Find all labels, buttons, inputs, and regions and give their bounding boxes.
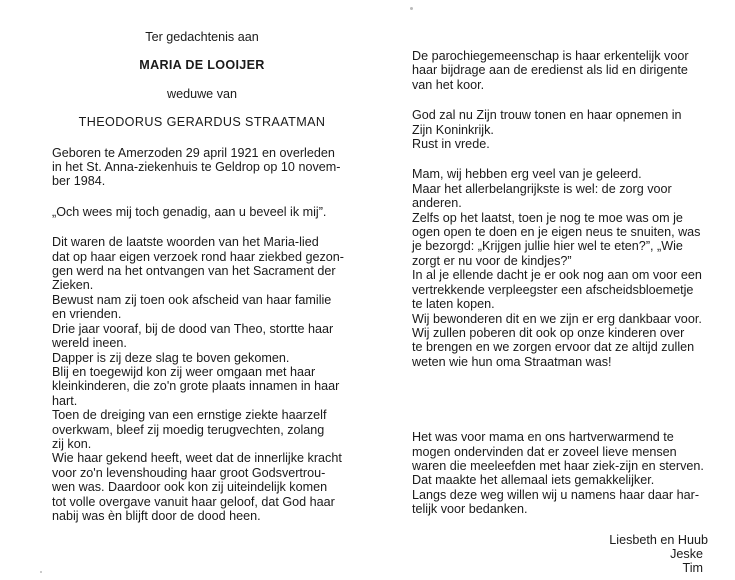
text-line: tot volle overgave vanuit haar geloof, dat God haar xyxy=(52,494,335,509)
quote: „Och wees mij toch genadig, aan u beveel ik mij”. xyxy=(52,204,327,219)
right-column xyxy=(412,49,708,576)
text-line: Dat maakte het allemaal iets gemakkelijker. xyxy=(412,473,655,488)
text-line: Bewust nam zij toen ook afscheid van haar familie xyxy=(52,292,332,307)
text-line: Dapper is zij deze slag te boven gekomen. xyxy=(52,350,290,365)
text-line: Maar het allerbelangrijkste is wel: de zorg voor xyxy=(412,181,672,196)
text-line: gen werd na het ontvangen van het Sacrament der xyxy=(52,264,336,279)
widow-of-label: weduwe van xyxy=(166,86,237,101)
text-line: waren die meeleefden met haar ziek-zijn en sterven. xyxy=(412,458,704,473)
deceased-name: MARIA DE LOOIJER xyxy=(139,58,265,73)
text-line: Mam, wij hebben erg veel van je geleerd. xyxy=(412,167,642,182)
mam-paragraph xyxy=(412,167,708,369)
text-line: wen was. Daardoor ook kon zij uiteindelijk komen xyxy=(52,480,328,495)
text-line: weten wie hun oma Straatman was! xyxy=(412,354,612,369)
text-line: dat op haar eigen verzoek rond haar ziekbed gezon- xyxy=(52,249,344,264)
text-line: zorgt er nu voor de kindjes?” xyxy=(412,253,572,268)
left-column xyxy=(52,30,352,523)
text-line: te brengen en we zorgen ervoor dat ze altijd zullen xyxy=(412,340,695,355)
text-line: haar bijdrage aan de eredienst als lid en dirigente xyxy=(412,63,688,78)
text-line: in het St. Anna-ziekenhuis te Geldrop op 10 novem- xyxy=(52,160,341,175)
signature-line: Liesbeth en Huub xyxy=(609,532,708,547)
text-line: De parochiegemeenschap is haar erkentelijk voor xyxy=(412,49,689,63)
text-line: en vrienden. xyxy=(52,307,122,322)
text-line: Zieken. xyxy=(52,278,94,293)
text-line: telijk voor bedanken. xyxy=(412,502,528,517)
spouse-name: THEODORUS GERARDUS STRAATMAN xyxy=(78,115,326,130)
text-line: Rust in vrede. xyxy=(412,137,490,152)
signature-line: Jeske xyxy=(670,546,703,561)
text-line: Blij en toegewijd kon zij weer omgaan met haar xyxy=(52,364,316,379)
text-line: Wij bewonderen dit en we zijn er erg dankbaar voor. xyxy=(412,311,702,326)
print-speck xyxy=(410,7,413,10)
in-memory-heading: Ter gedachtenis aan xyxy=(145,30,259,44)
text-line: vertrekkende verpleegster een afscheidsbloemetje xyxy=(412,282,694,297)
text-line: Drie jaar vooraf, bij de dood van Theo, stortte haar xyxy=(52,321,334,336)
text-line: Zijn Koninkrijk. xyxy=(412,122,494,137)
text-line: je bezorgd: „Krijgen jullie hier wel te eten?”, „Wie xyxy=(412,239,683,254)
signature-line: Tim xyxy=(682,561,703,576)
text-line: Zelfs op het laatst, toen je nog te moe was om je xyxy=(412,210,683,225)
text-line: kleinkinderen, die zo'n grote plaats innamen in haar xyxy=(52,379,340,394)
text-line: anderen. xyxy=(412,196,462,211)
text-line: Wij zullen poberen dit ook op onze kinderen over xyxy=(412,325,685,340)
prayer-paragraph xyxy=(412,108,708,151)
text-line: Dit waren de laatste woorden van het Maria-lied xyxy=(52,235,319,250)
text-line: overkwam, bleef zij moedig terugvechten, zolang xyxy=(52,422,325,437)
text-line: mogen ondervinden dat er zoveel lieve mensen xyxy=(412,444,677,459)
life-paragraph xyxy=(52,235,352,523)
text-line: ber 1984. xyxy=(52,174,106,189)
signatures xyxy=(412,533,708,576)
text-line: ogen open te doen en je eigen neus te snuiten, was xyxy=(412,225,701,240)
text-line: zij kon. xyxy=(52,436,92,451)
text-line: Het was voor mama en ons hartverwarmend te xyxy=(412,430,674,445)
text-line: Wie haar gekend heeft, weet dat de innerlijke kracht xyxy=(52,451,342,466)
text-line: In al je ellende dacht je er ook nog aan om voor een xyxy=(412,268,702,283)
text-line: hart. xyxy=(52,393,78,408)
text-line: Langs deze weg willen wij u namens haar daar har- xyxy=(412,487,700,502)
text-line: wereld ineen. xyxy=(52,336,127,351)
text-line: van het koor. xyxy=(412,77,485,92)
text-line: voor zo'n levenshouding haar groot Godsvertrou- xyxy=(52,465,326,480)
parish-paragraph xyxy=(412,49,708,92)
birth-death-paragraph xyxy=(52,146,352,189)
print-speck xyxy=(40,571,42,573)
text-line: God zal nu Zijn trouw tonen en haar opnemen in xyxy=(412,108,682,123)
text-line: te laten kopen. xyxy=(412,297,495,312)
text-line: Geboren te Amerzoden 29 april 1921 en overleden xyxy=(52,145,335,160)
text-line: nabij was èn blijft door de dood heen. xyxy=(52,508,261,523)
thanks-paragraph xyxy=(412,430,708,516)
text-line: Toen de dreiging van een ernstige ziekte haarzelf xyxy=(52,408,327,423)
